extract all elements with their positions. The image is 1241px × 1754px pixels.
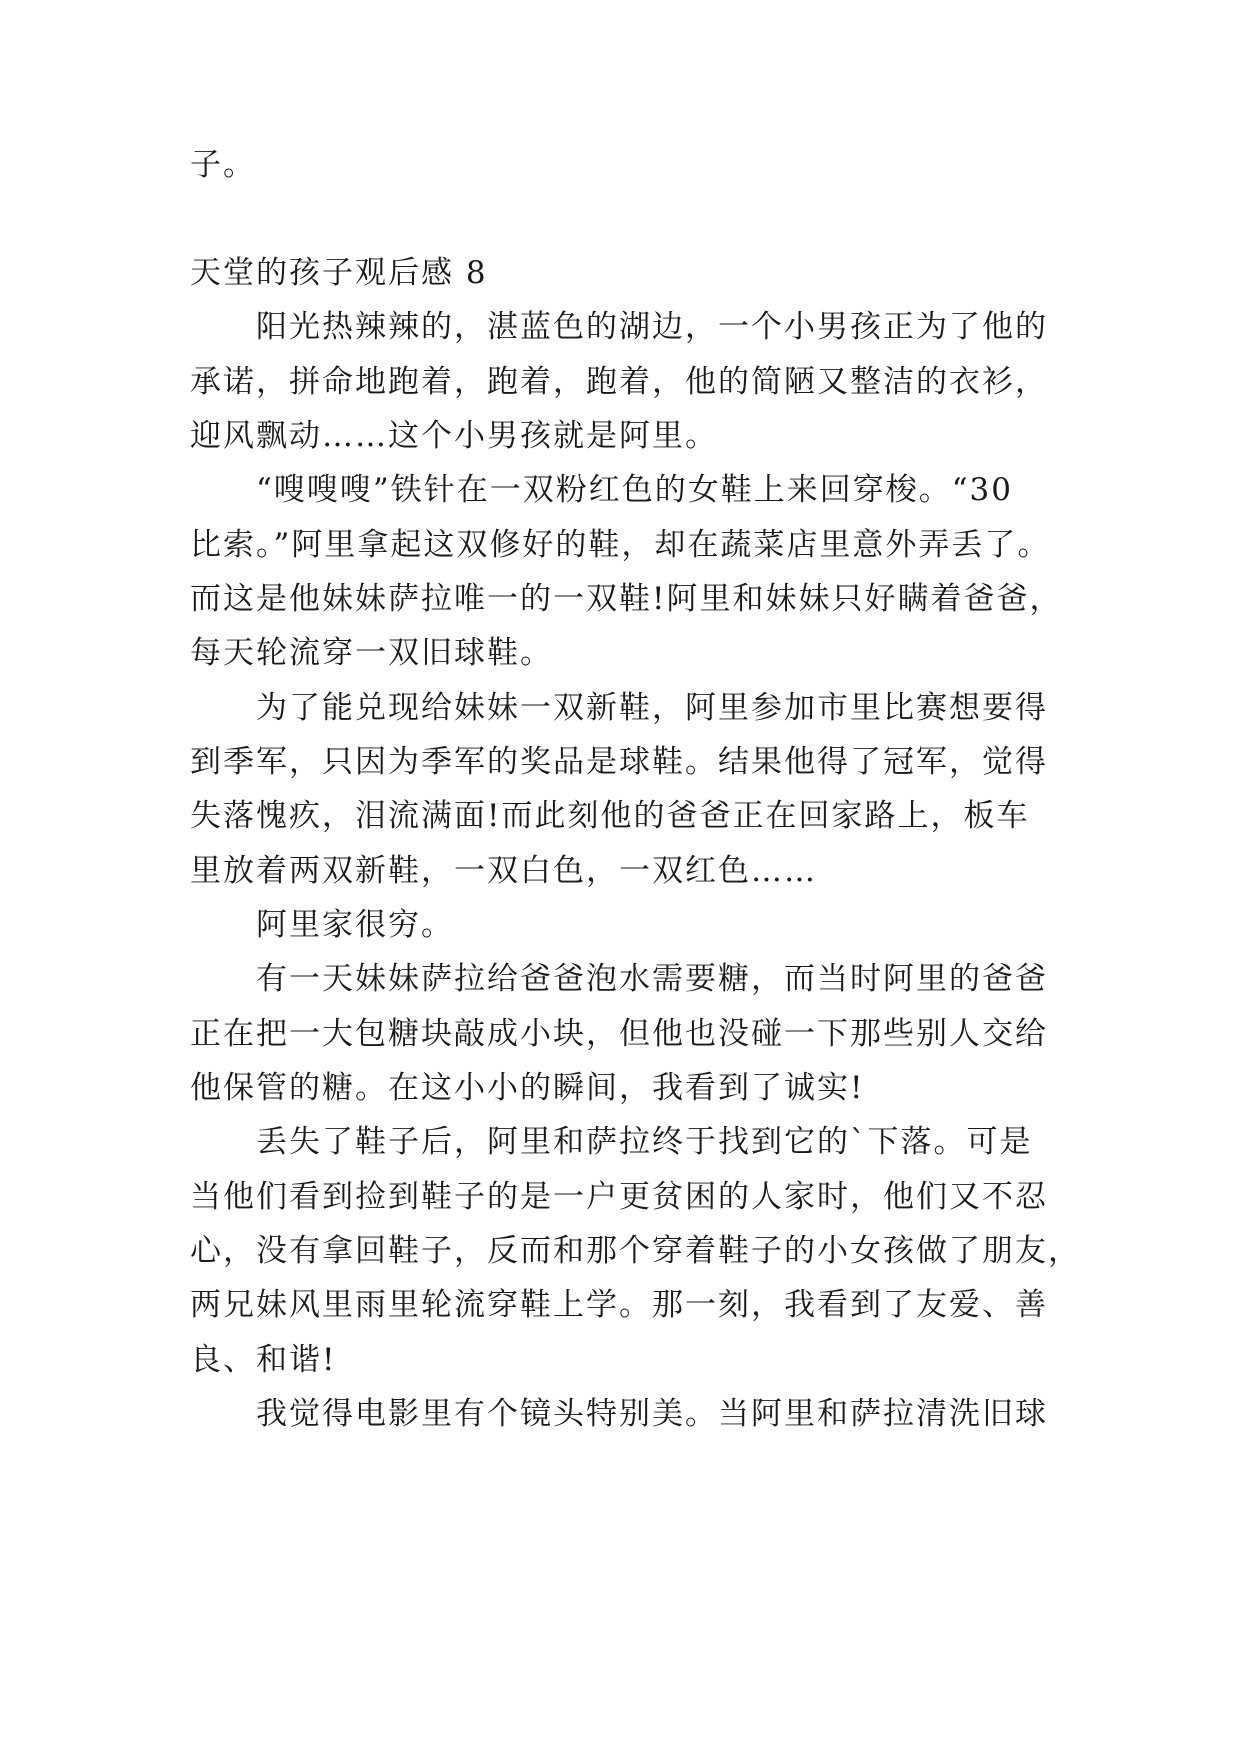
text-line: 承诺，拼命地跑着，跑着，跑着，他的简陋又整洁的衣衫， bbox=[190, 364, 1048, 400]
text-line: 子。 bbox=[190, 147, 256, 183]
text-line: 两兄妹风里雨里轮流穿鞋上学。那一刻，我看到了友爱、善 bbox=[190, 1287, 1048, 1323]
text-line: 有一天妹妹萨拉给爸爸泡水需要糖，而当时阿里的爸爸 bbox=[256, 961, 1048, 997]
text-line: 而这是他妹妹萨拉唯一的一双鞋!阿里和妹妹只好瞒着爸爸， bbox=[190, 581, 1063, 617]
section-heading: 天堂的孩子观后感 8 bbox=[190, 255, 488, 291]
text-line: 正在把一大包糖块敲成小块，但他也没碰一下那些别人交给 bbox=[190, 1016, 1048, 1052]
text-line: 当他们看到捡到鞋子的是一户更贫困的人家时，他们又不忍 bbox=[190, 1179, 1048, 1215]
text-line: 丢失了鞋子后，阿里和萨拉终于找到它的`下落。可是 bbox=[256, 1124, 1033, 1160]
text-line: 每天轮流穿一双旧球鞋。 bbox=[190, 635, 553, 671]
text-line: 阿里家很穷。 bbox=[256, 907, 454, 943]
text-line: 他保管的糖。在这小小的瞬间，我看到了诚实! bbox=[190, 1070, 865, 1106]
text-line: 迎风飘动……这个小男孩就是阿里。 bbox=[190, 418, 718, 454]
text-line: 失落愧疚，泪流满面!而此刻他的爸爸正在回家路上，板车 bbox=[190, 798, 1030, 834]
text-line: 心，没有拿回鞋子，反而和那个穿着鞋子的小女孩做了朋友， bbox=[190, 1233, 1081, 1269]
text-line: 到季军，只因为季军的奖品是球鞋。结果他得了冠军，觉得 bbox=[190, 744, 1048, 780]
text-line: 为了能兑现给妹妹一双新鞋，阿里参加市里比赛想要得 bbox=[256, 690, 1048, 726]
text-line: “嗖嗖嗖”铁针在一双粉红色的女鞋上来回穿梭。“30 bbox=[256, 472, 1013, 508]
text-line: 我觉得电影里有个镜头特别美。当阿里和萨拉清洗旧球 bbox=[256, 1396, 1048, 1432]
text-line: 比索。”阿里拿起这双修好的鞋，却在蔬菜店里意外弄丢了。 bbox=[190, 527, 1051, 563]
text-line: 里放着两双新鞋，一双白色，一双红色…… bbox=[190, 853, 817, 889]
text-line: 良、和谐! bbox=[190, 1342, 337, 1378]
text-line: 阳光热辣辣的，湛蓝色的湖边，一个小男孩正为了他的 bbox=[256, 309, 1048, 345]
